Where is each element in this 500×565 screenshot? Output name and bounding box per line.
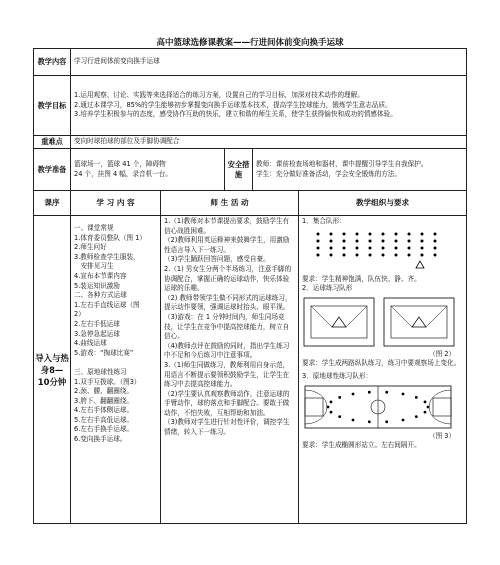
student-dot [421,253,424,256]
header-content: 学 习 内 容 [71,191,161,216]
label-teaching-content: 教学内容 [34,49,71,76]
student-dot [327,405,330,408]
student-dot [385,390,388,393]
student-dot [395,246,398,249]
content-column: 一、课堂常规 1.体育委员整队（图 1） 2.师生问好 3.教师检查学生服装， 安排见习生 4.宣布本节课内容 5.装运知识激励 二、各种方式运球 1.左右手直线运球（图 2） 2.左右手低运球 3.急停急起运球 4.曲线运球 5.游戏：“掏球比赛” 三、原地球性练习 1.双手互拨球。（图3） 2.颈、腰、翻圈绕。 3.胯下、翻翻圈绕。 4.左右手体侧运球。 5.左右手高低运球。 6.左右手换手运球。 6.变向换手运球。 [71,216,161,524]
student-dot [421,246,424,249]
student-dot [395,232,398,235]
preparation: 篮球场一，篮球 41 个，障碍物 24 个，挂图 4 幅，录音机一台。 [71,149,225,191]
page-title: 高中篮球选修课教案——行进间体前变向换手运球 [156,38,344,48]
formation-diagram-2 [302,296,462,348]
student-dot [395,239,398,242]
student-dot [385,420,388,423]
label-preparation: 教学准备 [34,149,71,191]
goal-item: 3.培养学生积极参与的态度，感受协作互助的快乐，建立和谐的师生关系，使学生获得愉快和成功的情感体验。 [74,110,397,119]
formation-diagram-1 [302,229,462,273]
student-dot [408,232,411,235]
student-dot [408,253,411,256]
teaching-content: 学习行进间体前变向换手运球 [71,49,467,76]
student-dot [421,239,424,242]
organization-column [299,216,467,524]
label-safety: 安全措施 [225,149,253,191]
student-dot [356,239,359,242]
student-dot [330,253,333,256]
student-dot [352,418,355,421]
fig2-label: （图 2） [428,349,456,358]
student-dot [317,246,320,249]
label-teaching-goals: 教学目标 [34,76,71,136]
student-dot [402,418,405,421]
student-dot [317,232,320,235]
fig3-title: 3．原地球性练习队形： [302,371,373,380]
student-dot [368,390,371,393]
student-dot [382,232,385,235]
student-dot [424,400,427,403]
student-dot [434,246,437,249]
student-dot [330,410,333,413]
student-dot [356,232,359,235]
student-dot [343,239,346,242]
student-dot [338,396,341,399]
student-dot [317,253,320,256]
header-organization: 教学组织与要求 [299,191,467,216]
student-dot [368,420,371,423]
student-dot [382,246,385,249]
student-dot [369,246,372,249]
student-dot [434,232,437,235]
student-dot [408,239,411,242]
student-dot [369,232,372,235]
student-dot [330,400,333,403]
student-dot [427,405,430,408]
student-dot [395,253,398,256]
student-dot [382,253,385,256]
header-activity: 师 生 活 动 [161,191,299,216]
fig2-title: 2．运球练习队形 [302,284,353,293]
goal-item: 2.通过本课学习，85%的学生能够初步掌握变向换手运球基本技术，提高学生控球能力，锻炼学生意志品质。 [74,100,392,109]
goal-item: 1.运用观察、讨论、实践等来选择适合的练习方案，设置自己的学习目标，加深对技术动作的理解。 [74,91,364,100]
student-dot [338,415,341,418]
student-dot [343,253,346,256]
lesson-plan-table [33,48,467,524]
student-dot [369,253,372,256]
student-dot [369,239,372,242]
teacher-triangle-icon [416,261,424,268]
student-dot [434,239,437,242]
key-points: 变向时球拍球的部位及手脚协调配合 [71,136,467,149]
student-dot [382,239,385,242]
student-dot [343,246,346,249]
student-dot [352,392,355,395]
fig3-label: （图 3） [428,431,456,440]
student-dot [434,253,437,256]
safety-measures: 教师：课前检查场地和器材，课中提醒引导学生自我保护。 学生：充分做好准备活动，学会安全锻炼的方法。 [253,149,467,191]
period-label: 导入与热身8—10分钟 [34,216,71,524]
student-dot [317,239,320,242]
formation-diagram-3 [302,384,462,430]
label-key-points: 重难点 [34,136,71,149]
student-dot [408,246,411,249]
activity-column: 1.（1)教师对本节课提出要求，鼓励学生有信心战胜困难。 （2)教师利用英运释神来鼓舞学生，用激励性语言导入下一练习。 （3)学生踊跃回答问题，感受自豪。 2.（1) 男女生分两个半场练习，注意手脚的协调配合，掌握正确的运球动作，快乐体验运球的乐趣。 （2) 教师带领学生做不同形式的运球练习，提示动作要领，强调运球时抬头、眼平视。 （3)游戏：在 1 分钟时间内，师生同场竞技，让学生在竞争中提高控球能力，树立自信心。 （4)教师点评在鼓励的同时，指出学生练习中不足和今后练习中注意事项。 3.（1)师生同做练习，教师利用自身示范，用语言不断提示要领积鼓励学生，让学生在练习中去提高控球能力。 （2)学生要认真观察教师动作，注意运球的手臂动作，球的落点和手脚配合。要敢于做动作，不怕失败，互相帮助和加油。 （3)教师对学生进行针对性评价，调控学生情绪，转入下一练习。 [161,216,299,524]
fig3-requirement: 要求：学生成椭圆形站立。左右间隔开。 [302,441,421,450]
student-dot [356,253,359,256]
fig1-requirement: 要求：学生精神饱满，队伍快、静、齐。 [302,274,421,283]
student-dot [415,415,418,418]
student-dot [356,246,359,249]
fig2-requirement: 要求：学生成两路纵队练习，练习中要观察场上变化。 [302,359,461,368]
label-course-order: 课序 [34,191,71,216]
student-dot [402,392,405,395]
student-dot [330,246,333,249]
teaching-goals [71,76,467,136]
student-dot [343,232,346,235]
student-dot [330,232,333,235]
student-dot [421,232,424,235]
student-dot [424,410,427,413]
fig1-title: 1．集合队形： [302,217,346,225]
student-dot [415,396,418,399]
student-dot [330,239,333,242]
